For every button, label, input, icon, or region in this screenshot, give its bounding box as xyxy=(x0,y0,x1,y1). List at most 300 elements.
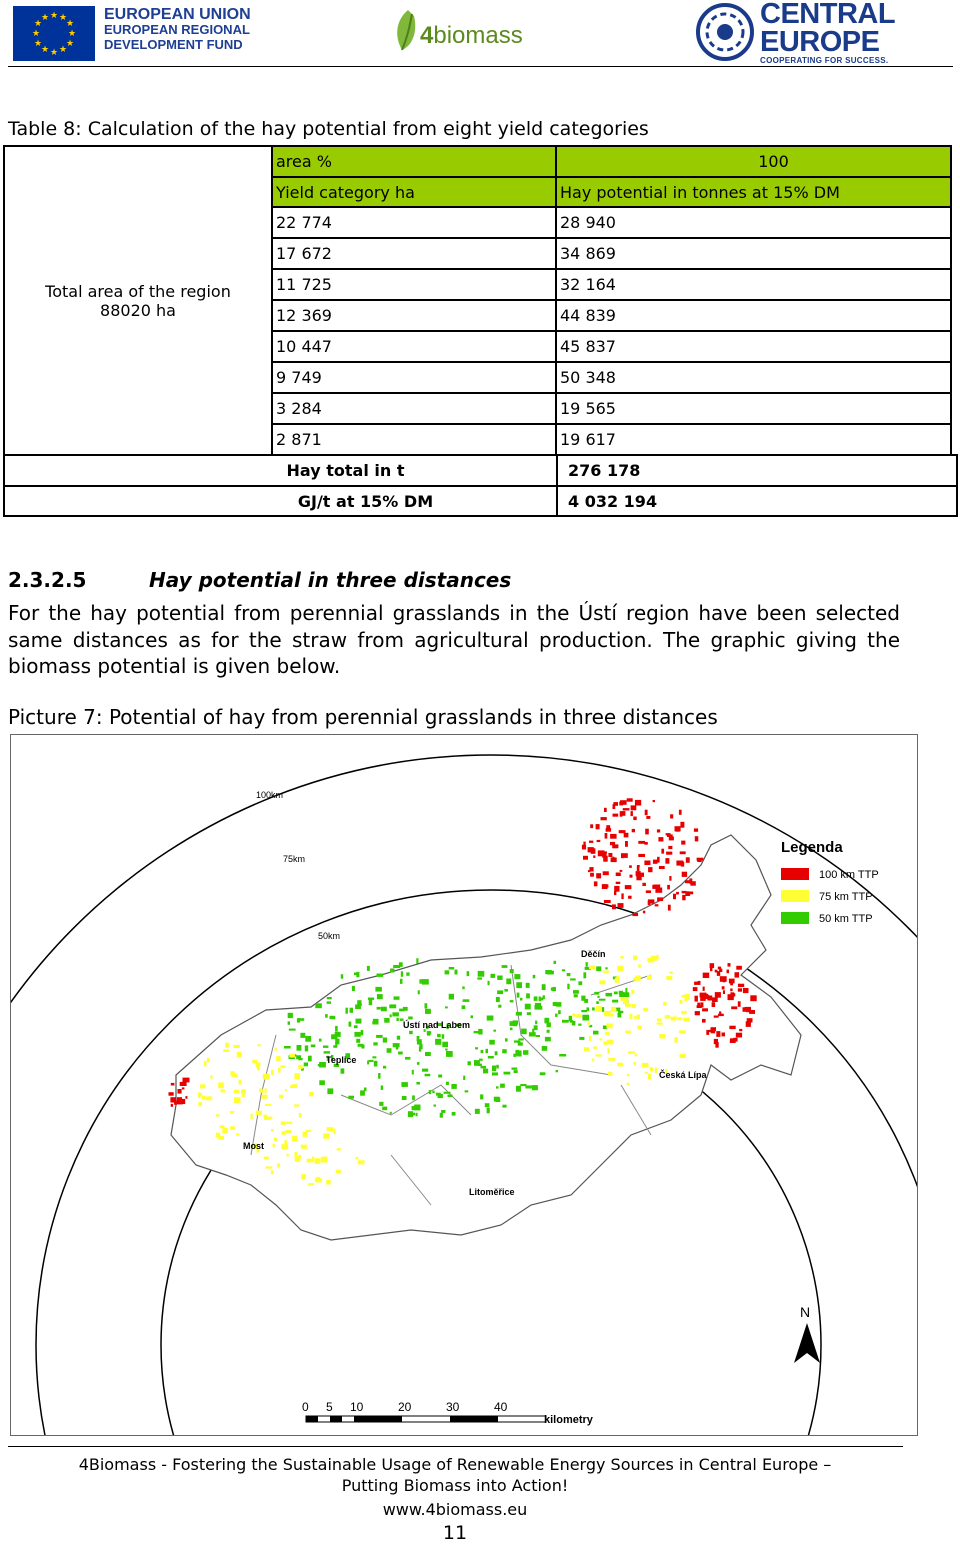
grassland-patch xyxy=(727,970,730,974)
grassland-patch xyxy=(657,897,663,901)
grassland-patch xyxy=(627,1074,629,1076)
grassland-patch xyxy=(633,978,635,981)
grassland-patch xyxy=(645,829,649,835)
grassland-patch xyxy=(492,1072,498,1075)
grassland-patch xyxy=(738,988,742,991)
grassland-patch xyxy=(702,1019,706,1023)
grassland-patch xyxy=(616,882,621,884)
grassland-patch xyxy=(632,913,638,916)
svg-text:★: ★ xyxy=(65,39,75,49)
grassland-patch xyxy=(589,1036,592,1041)
grassland-patch xyxy=(608,853,612,857)
grassland-patch xyxy=(495,1051,498,1055)
grassland-patch xyxy=(608,1058,615,1061)
grassland-patch xyxy=(216,1114,220,1116)
grassland-patch xyxy=(604,1011,611,1016)
grassland-patch xyxy=(510,1028,513,1031)
grassland-patch xyxy=(382,1107,387,1111)
grassland-patch xyxy=(541,998,544,1001)
grassland-patch xyxy=(716,1031,720,1037)
grassland-patch xyxy=(534,1025,538,1030)
grassland-patch xyxy=(645,1072,648,1074)
grassland-patch xyxy=(621,855,623,858)
grassland-patch xyxy=(620,800,627,805)
grassland-patch xyxy=(449,967,455,970)
grassland-patch xyxy=(653,860,658,864)
eu-logo-text xyxy=(104,7,251,52)
grassland-patch xyxy=(487,1016,494,1021)
grassland-patch xyxy=(700,1002,703,1007)
total-label-cell: Hay total in t xyxy=(3,454,558,487)
grassland-patch xyxy=(327,997,332,999)
grassland-patch xyxy=(408,1017,413,1020)
grassland-patch xyxy=(712,1002,716,1007)
grassland-patch xyxy=(273,1144,275,1148)
grassland-patch xyxy=(604,808,607,812)
grassland-patch xyxy=(570,978,576,980)
grassland-patch xyxy=(417,1036,420,1041)
grassland-patch xyxy=(606,1024,612,1029)
grassland-patch xyxy=(677,1017,682,1020)
grassland-patch xyxy=(532,1085,538,1090)
grassland-patch xyxy=(567,984,569,990)
grassland-patch xyxy=(592,1007,595,1010)
grassland-patch xyxy=(703,987,705,991)
grassland-patch xyxy=(582,1015,589,1021)
grassland-patch xyxy=(350,1008,353,1013)
grassland-patch xyxy=(357,1000,361,1006)
scale-tick-label: 30 xyxy=(446,1400,460,1414)
grassland-patch xyxy=(520,1084,526,1086)
grassland-patch xyxy=(655,904,659,906)
grassland-patch xyxy=(316,1177,321,1182)
grassland-patch xyxy=(291,1084,297,1088)
area-value-cell: 100 xyxy=(555,145,952,178)
region-area: 88020 ha xyxy=(100,300,176,320)
grassland-patch xyxy=(661,849,664,854)
grassland-patch xyxy=(241,1089,246,1094)
grassland-patch xyxy=(719,969,722,972)
grassland-patch xyxy=(683,1018,690,1022)
map-graphic xyxy=(11,735,917,1435)
grassland-patch xyxy=(335,1026,338,1032)
grassland-patch xyxy=(515,1050,519,1056)
grassland-patch xyxy=(298,1058,302,1060)
grassland-patch xyxy=(429,1090,432,1094)
table-cell-yield-ha: 11 725 xyxy=(271,268,557,301)
grassland-patch xyxy=(593,1031,599,1035)
grassland-patch xyxy=(463,999,470,1002)
grassland-patch xyxy=(475,1109,480,1114)
grassland-patch xyxy=(298,1065,303,1069)
town-most: Most xyxy=(243,1141,264,1151)
grassland-patch xyxy=(441,1110,445,1113)
grassland-patch xyxy=(635,800,641,806)
grassland-patch xyxy=(631,990,634,994)
grassland-patch xyxy=(223,1049,229,1052)
grassland-patch xyxy=(584,1047,590,1051)
grassland-patch xyxy=(185,1096,187,1099)
grassland-patch xyxy=(319,1039,322,1042)
grassland-patch xyxy=(444,1092,451,1094)
grassland-patch xyxy=(602,853,607,858)
bio-prefix: 4 xyxy=(420,22,434,49)
grassland-patch xyxy=(596,1006,602,1012)
grassland-patch xyxy=(333,1129,335,1135)
grassland-patch xyxy=(425,1052,431,1056)
grassland-patch xyxy=(377,994,383,999)
grassland-patch xyxy=(275,1048,277,1051)
grassland-patch xyxy=(637,1026,641,1030)
grassland-patch xyxy=(715,970,718,973)
page-header xyxy=(0,0,960,70)
grassland-patch xyxy=(592,1059,594,1062)
grassland-patch xyxy=(425,1074,431,1077)
grassland-patch xyxy=(553,1002,556,1006)
ce-line1: CENTRAL xyxy=(760,0,896,30)
grassland-patch xyxy=(681,862,684,867)
grassland-patch xyxy=(295,1156,301,1161)
grassland-patch xyxy=(373,1019,379,1025)
grassland-patch xyxy=(679,1030,686,1033)
grassland-patch xyxy=(681,841,685,845)
ce-tagline: COOPERATING FOR SUCCESS. xyxy=(760,56,889,65)
legend-label: 75 km TTP xyxy=(819,891,873,903)
grassland-patch xyxy=(628,896,632,899)
grassland-patch xyxy=(594,881,598,886)
grassland-patch xyxy=(736,966,742,970)
grassland-patch xyxy=(282,1131,286,1134)
grassland-patch xyxy=(625,988,627,993)
grassland-patch xyxy=(684,999,687,1002)
grassland-patch xyxy=(648,1074,651,1080)
grassland-patch xyxy=(304,1063,308,1067)
grassland-patch xyxy=(581,1010,587,1012)
grassland-patch xyxy=(657,1023,663,1025)
region-cell xyxy=(3,145,273,456)
grassland-patch xyxy=(504,989,508,992)
grassland-patch xyxy=(590,873,594,877)
grassland-patch xyxy=(491,974,496,978)
grassland-patch xyxy=(497,990,503,994)
grassland-patch xyxy=(281,1144,288,1149)
grassland-patch xyxy=(682,891,687,893)
town-litomerice: Litoměřice xyxy=(469,1187,515,1197)
grassland-patch xyxy=(596,1001,599,1004)
grassland-patch xyxy=(234,1097,241,1103)
grassland-patch xyxy=(427,1031,431,1035)
grassland-patch xyxy=(671,1017,676,1021)
grassland-patch xyxy=(643,911,645,914)
grassland-patch xyxy=(170,1097,176,1102)
grassland-patch xyxy=(183,1078,190,1083)
grassland-patch xyxy=(722,1033,726,1037)
grassland-patch xyxy=(604,900,611,903)
grassland-patch xyxy=(697,858,704,861)
grassland-patch xyxy=(527,1012,531,1015)
grassland-patch xyxy=(419,1044,422,1050)
grassland-patch xyxy=(578,1024,581,1026)
grassland-patch xyxy=(232,1074,238,1077)
grassland-patch xyxy=(354,1025,358,1028)
grassland-patch xyxy=(625,1031,631,1034)
grassland-patch xyxy=(647,975,652,980)
grassland-patch xyxy=(729,979,735,984)
grassland-patch xyxy=(593,855,595,858)
grassland-patch xyxy=(663,1002,666,1006)
footer-divider xyxy=(8,1446,903,1447)
grassland-patch xyxy=(398,1052,403,1055)
grassland-patch xyxy=(668,846,672,849)
grassland-patch xyxy=(689,878,692,884)
grassland-patch xyxy=(657,829,660,832)
grassland-patch xyxy=(252,1060,257,1064)
grassland-patch xyxy=(321,1157,328,1163)
grassland-patch xyxy=(597,996,599,998)
grassland-patch xyxy=(715,1042,718,1048)
grassland-patch xyxy=(330,1016,336,1019)
grassland-patch xyxy=(630,875,633,878)
grassland-patch xyxy=(583,972,586,978)
grassland-patch xyxy=(605,833,608,839)
grassland-patch xyxy=(587,1007,590,1011)
grassland-patch xyxy=(549,971,554,974)
grassland-patch xyxy=(326,1180,331,1185)
hay-potential-map xyxy=(10,734,918,1436)
footer-line1: 4Biomass - Fostering the Sustainable Usage of Renewable Energy Sources in Central Europe – xyxy=(78,1455,832,1474)
grassland-patch xyxy=(516,982,522,988)
grassland-patch xyxy=(230,1111,234,1113)
grassland-patch xyxy=(589,966,595,970)
map-legend xyxy=(781,839,879,925)
ring-label-50: 50km xyxy=(318,931,341,941)
grassland-patch xyxy=(480,1094,483,1099)
grassland-patch xyxy=(305,1045,308,1051)
grassland-patch xyxy=(730,989,732,992)
grassland-patch xyxy=(327,1001,332,1003)
grassland-patch xyxy=(483,1069,488,1074)
grassland-patch xyxy=(448,1095,453,1098)
grassland-patch xyxy=(300,1033,305,1038)
total-value-cell: 276 178 xyxy=(556,454,958,487)
grassland-patch xyxy=(299,1113,302,1118)
grassland-patch xyxy=(646,816,650,819)
grassland-patch xyxy=(222,1128,228,1134)
grassland-patch xyxy=(356,1019,362,1024)
grassland-patch xyxy=(397,1036,400,1040)
grassland-patch xyxy=(642,1063,649,1068)
grassland-patch xyxy=(474,1060,480,1066)
north-arrow-shape xyxy=(794,1323,820,1363)
svg-text:★: ★ xyxy=(40,13,50,23)
grassland-patch xyxy=(171,1083,175,1086)
grassland-patch xyxy=(435,1039,441,1045)
grassland-patch xyxy=(377,974,384,977)
grassland-patch xyxy=(659,1034,665,1039)
grassland-patch xyxy=(618,1013,622,1018)
grassland-patch xyxy=(286,1122,293,1124)
grassland-patch xyxy=(625,885,632,889)
grassland-patch xyxy=(262,1095,268,1099)
grassland-patch xyxy=(669,837,674,841)
grassland-patch xyxy=(603,971,609,973)
grassland-patch xyxy=(606,828,612,832)
table-cell-hay-potential: 28 940 xyxy=(555,206,952,239)
grassland-patch xyxy=(610,842,615,845)
grassland-patch xyxy=(409,1031,413,1034)
table-cell-yield-ha: 10 447 xyxy=(271,330,557,363)
scale-tick-label: 10 xyxy=(350,1400,364,1414)
grassland-patch xyxy=(600,1038,603,1040)
grassland-patch xyxy=(367,966,370,971)
grassland-patch xyxy=(257,1044,260,1046)
grassland-patch xyxy=(630,1014,633,1019)
grassland-patch xyxy=(542,984,546,990)
grassland-patch xyxy=(383,1066,386,1069)
grassland-patch xyxy=(510,969,514,973)
grassland-patch xyxy=(335,1032,341,1037)
grassland-patch xyxy=(624,833,629,838)
grassland-patch xyxy=(207,1058,210,1062)
grassland-patch xyxy=(220,1125,225,1128)
grassland-patch xyxy=(569,1016,572,1022)
svg-text:★: ★ xyxy=(31,29,41,39)
grassland-patch xyxy=(271,1129,274,1131)
legend-swatch xyxy=(781,868,809,880)
table-cell-yield-ha: 2 871 xyxy=(271,423,557,456)
grassland-patch xyxy=(666,976,672,980)
grassland-patch xyxy=(633,817,636,821)
grassland-patch xyxy=(562,1020,569,1023)
grassland-patch xyxy=(259,1088,262,1092)
grassland-patch xyxy=(451,1084,456,1089)
grassland-patch xyxy=(605,1032,609,1036)
grassland-patch xyxy=(383,1038,387,1043)
svg-text:★: ★ xyxy=(58,13,68,23)
grassland-patch xyxy=(588,847,594,852)
grassland-patch xyxy=(556,1070,558,1072)
grassland-patch xyxy=(237,1052,242,1058)
grassland-patch xyxy=(284,1046,291,1049)
grassland-patch xyxy=(341,1068,345,1073)
grassland-patch xyxy=(750,995,756,1001)
grassland-patch xyxy=(496,997,500,1002)
grassland-patch xyxy=(440,1113,443,1118)
grassland-patch xyxy=(204,1061,207,1067)
grassland-patch xyxy=(655,1068,658,1074)
footer-url[interactable]: www.4biomass.eu xyxy=(382,1500,528,1519)
footer-line2: Putting Biomass into Action! xyxy=(341,1476,569,1495)
grassland-patch xyxy=(354,1032,360,1037)
grassland-patch xyxy=(199,1093,203,1096)
grassland-patch xyxy=(315,1158,321,1164)
grassland-patch xyxy=(177,1098,180,1103)
grassland-patch xyxy=(306,1130,311,1132)
grassland-patch xyxy=(487,1108,490,1114)
grassland-patch xyxy=(405,1057,410,1060)
grassland-patch xyxy=(325,1014,328,1018)
grassland-patch xyxy=(682,995,687,997)
grassland-patch xyxy=(373,1042,377,1045)
grassland-patch xyxy=(682,895,685,900)
grassland-patch xyxy=(513,1020,519,1024)
grassland-patch xyxy=(588,1022,591,1026)
grassland-patch xyxy=(657,1018,662,1021)
grassland-patch xyxy=(610,834,617,839)
grassland-patch xyxy=(514,974,520,979)
grassland-patch xyxy=(556,1002,562,1007)
grassland-patch xyxy=(628,1051,635,1054)
grassland-patch xyxy=(399,1009,404,1012)
grassland-patch xyxy=(638,854,645,857)
grassland-patch xyxy=(278,1068,281,1073)
grassland-patch xyxy=(618,903,624,908)
hay-potential-table xyxy=(3,145,958,517)
grassland-patch xyxy=(617,966,623,972)
grassland-patch xyxy=(720,976,727,982)
svg-text:★: ★ xyxy=(33,39,43,49)
grassland-patch xyxy=(638,965,641,968)
table-cell-hay-potential: 44 839 xyxy=(555,299,952,332)
grassland-patch xyxy=(633,956,637,961)
grassland-patch xyxy=(710,966,712,971)
grassland-patch xyxy=(607,1040,613,1045)
grassland-patch xyxy=(595,1054,601,1056)
grassland-patch xyxy=(236,1133,239,1135)
grassland-patch xyxy=(198,1102,202,1106)
col2-header: Hay potential in tonnes at 15% DM xyxy=(555,176,952,208)
grassland-patch xyxy=(636,876,641,881)
grassland-patch xyxy=(518,1038,524,1040)
grassland-patch xyxy=(597,840,601,842)
grassland-patch xyxy=(574,994,578,997)
grassland-patch xyxy=(504,1072,511,1075)
table-cell-yield-ha: 12 369 xyxy=(271,299,557,332)
grassland-patch xyxy=(647,958,651,962)
grassland-patch xyxy=(265,1166,272,1168)
grassland-patch xyxy=(288,1021,290,1024)
grassland-patch xyxy=(680,822,684,828)
grassland-patch xyxy=(308,1056,312,1062)
grassland-patch xyxy=(637,1015,640,1020)
grassland-patch xyxy=(289,1029,296,1031)
grassland-patch xyxy=(648,899,655,903)
grassland-patch xyxy=(540,1072,546,1075)
grassland-patch xyxy=(730,1038,736,1043)
grassland-patch xyxy=(669,971,672,974)
grassland-patch xyxy=(520,998,522,1001)
grassland-patch xyxy=(318,1064,324,1066)
grassland-patch xyxy=(178,1089,182,1094)
grassland-patch xyxy=(416,958,418,963)
town-teplice: Teplice xyxy=(326,1055,357,1065)
grassland-patch xyxy=(462,1005,466,1009)
grassland-patch xyxy=(285,1089,287,1091)
grassland-patch xyxy=(644,842,647,845)
grassland-patch xyxy=(288,1013,293,1018)
grassland-patch xyxy=(233,1045,239,1048)
grassland-patch xyxy=(384,1018,389,1023)
grassland-patch xyxy=(636,871,641,876)
grassland-patch xyxy=(277,1163,280,1167)
grassland-patch xyxy=(169,1092,174,1096)
eu-line3: DEVELOPMENT FUND xyxy=(104,37,243,52)
grassland-patch xyxy=(324,1051,331,1053)
grassland-patch xyxy=(445,1006,448,1008)
grassland-patch xyxy=(467,971,470,976)
scale-tick-label: 0 xyxy=(302,1400,309,1414)
grassland-patch xyxy=(607,1048,609,1054)
